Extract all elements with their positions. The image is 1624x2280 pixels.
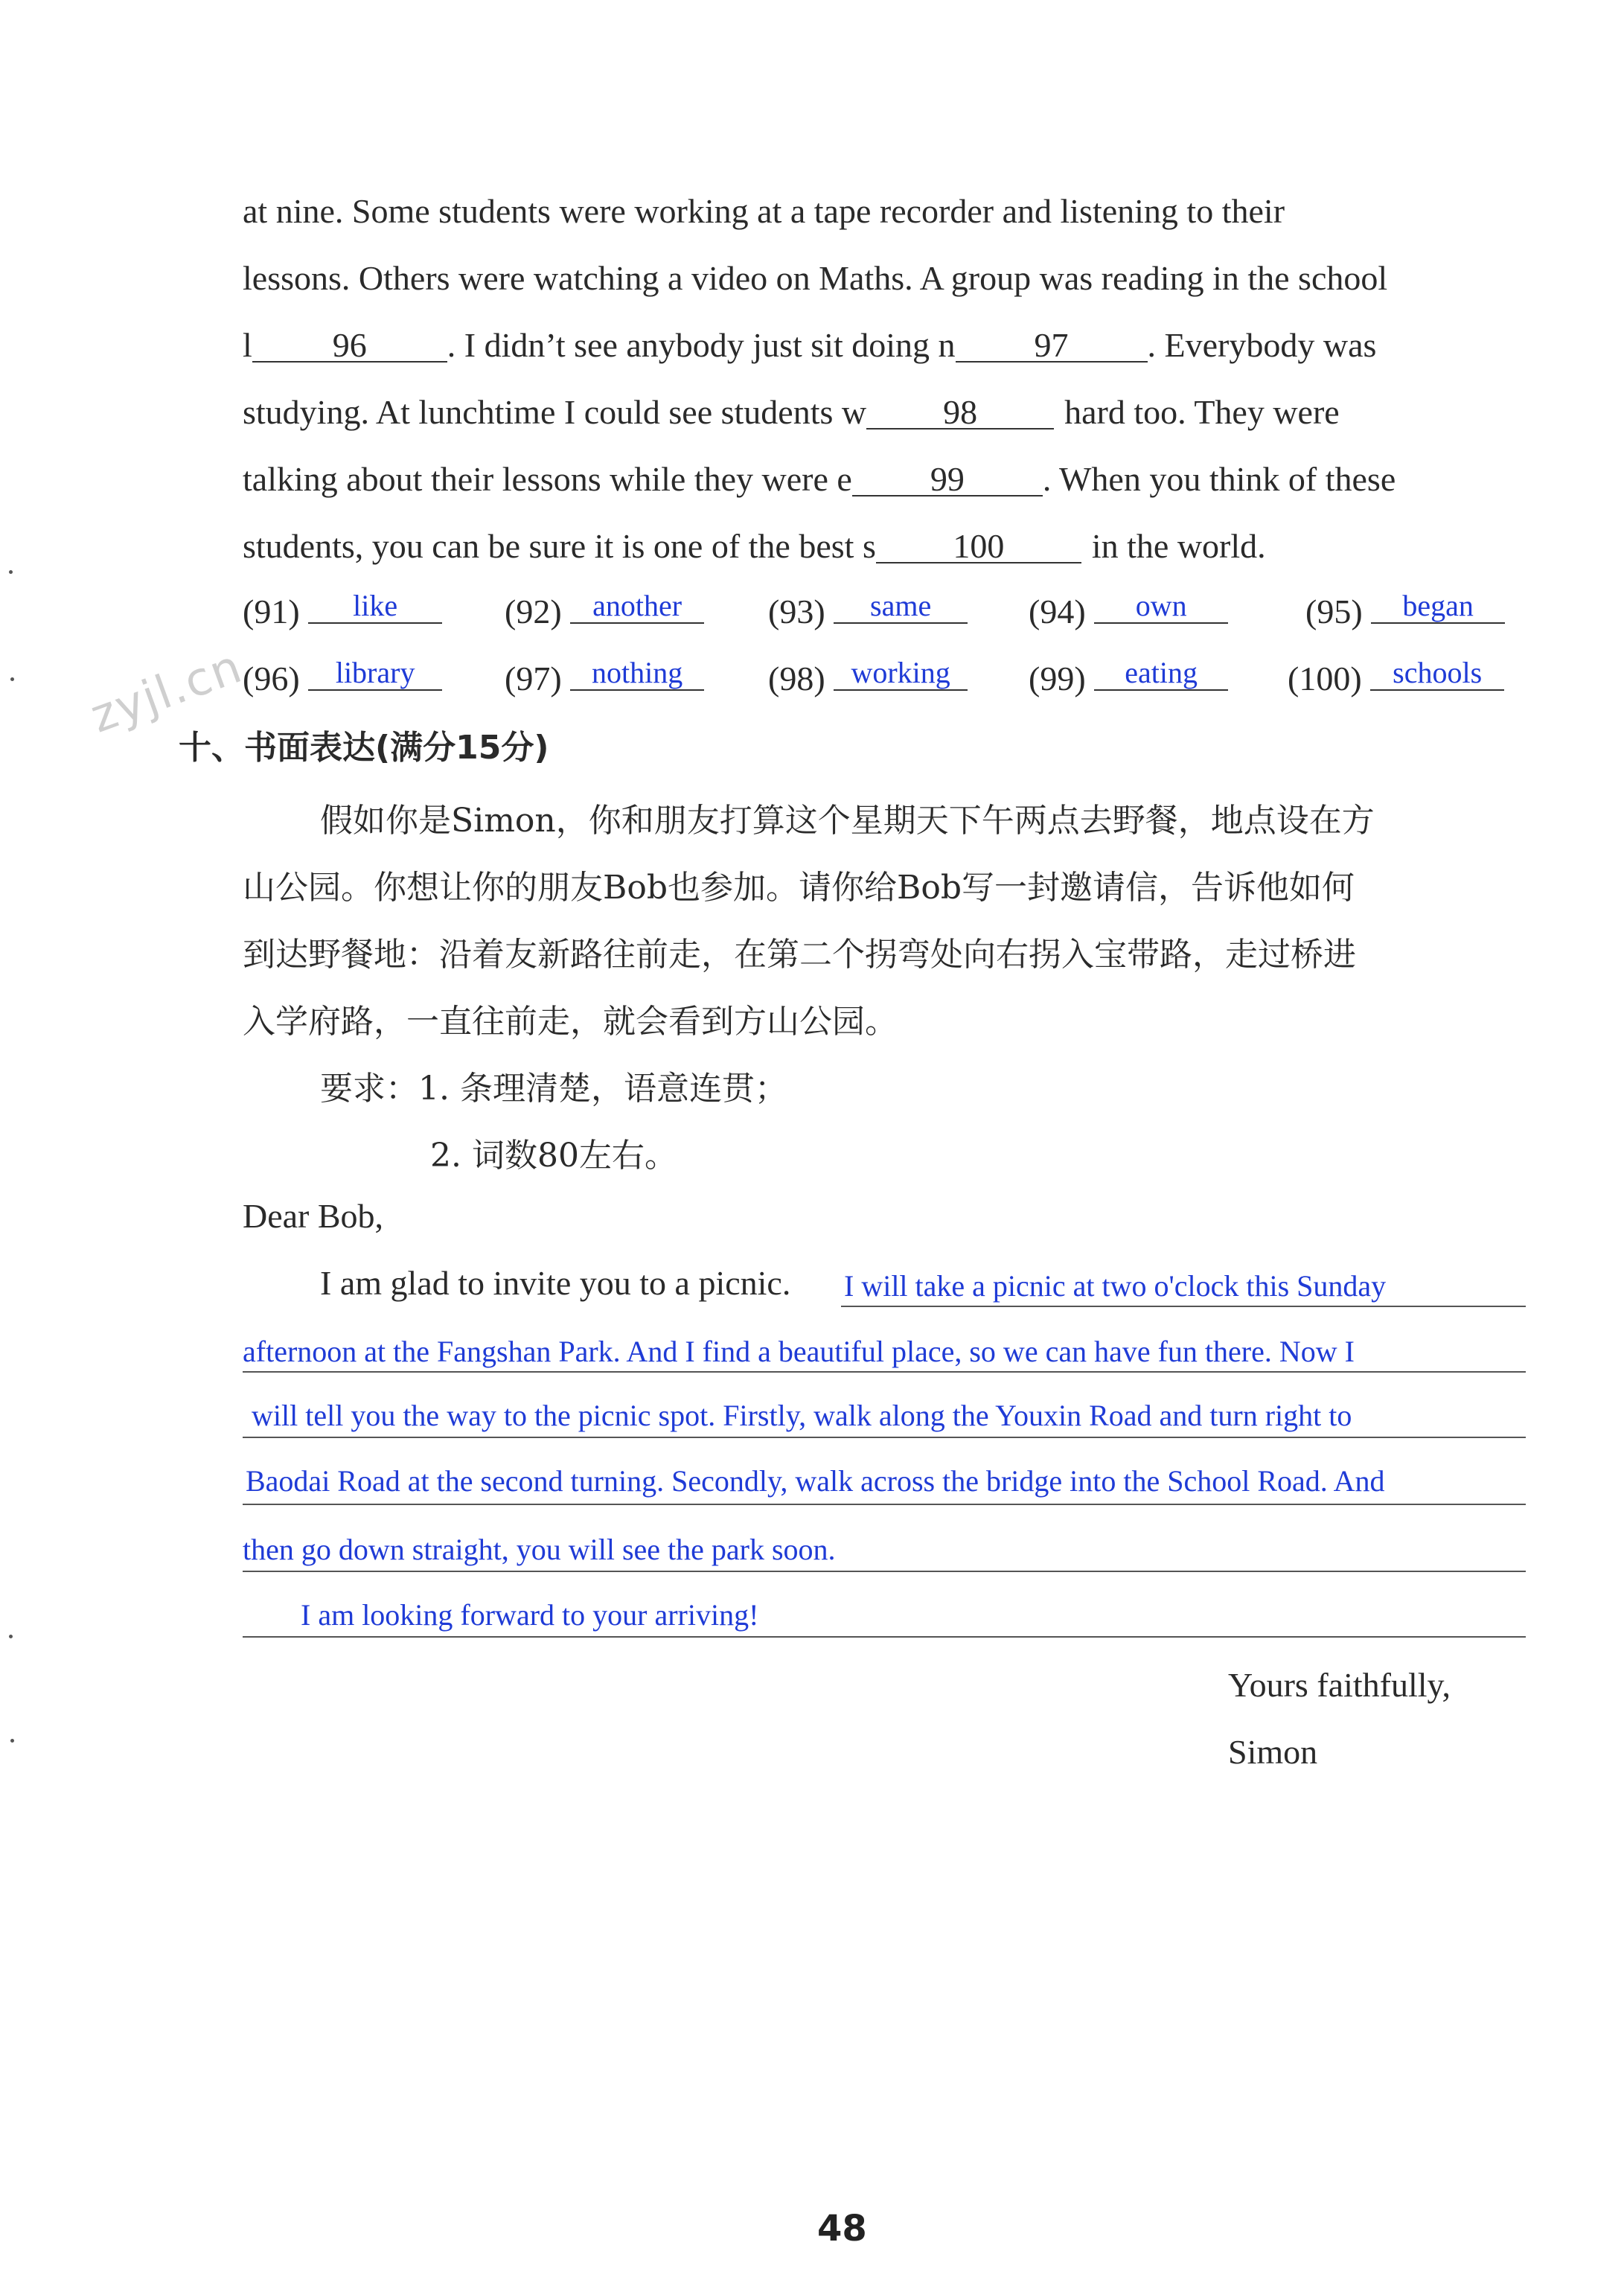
prompt-line-4: 入学府路，一直往前走，就会看到方山公园。 bbox=[243, 1003, 898, 1041]
answer-100 bbox=[1288, 657, 1504, 698]
prompt-line-2: 山公园。你想让你的朋友Bob也参加。请你给Bob写一封邀请信，告诉他如何 bbox=[243, 869, 1355, 907]
passage-line-4 bbox=[243, 393, 1340, 432]
answer-93 bbox=[768, 590, 968, 631]
scan-mark bbox=[10, 677, 14, 681]
answer-word: eating bbox=[1094, 657, 1228, 691]
answer-96 bbox=[243, 657, 442, 698]
letter-opening: I am glad to invite you to a picnic. bbox=[320, 1264, 791, 1302]
answer-number: (95) bbox=[1305, 593, 1363, 630]
answer-number: (97) bbox=[505, 660, 562, 697]
answer-99 bbox=[1029, 657, 1228, 698]
passage-text: in the world. bbox=[1091, 527, 1266, 565]
passage-text: studying. At lunchtime I could see students w bbox=[243, 393, 867, 431]
answer-word: began bbox=[1371, 590, 1505, 624]
writing-line bbox=[243, 1636, 1526, 1638]
handwriting-line-6: I am looking forward to your arriving! bbox=[301, 1598, 759, 1632]
answer-number: (96) bbox=[243, 660, 300, 697]
requirement-1: 要求：1. 条理清楚，语意连贯； bbox=[320, 1070, 787, 1108]
answer-word: another bbox=[570, 590, 704, 624]
handwriting-line-4: Baodai Road at the second turning. Secondly, walk across the bridge into the School Road. And bbox=[246, 1464, 1385, 1498]
passage-text: talking about their lessons while they were e bbox=[243, 460, 852, 498]
passage-text: students, you can be sure it is one of the best s bbox=[243, 527, 876, 565]
blank-96: 96 bbox=[252, 327, 447, 363]
answer-number: (98) bbox=[768, 660, 825, 697]
answer-97 bbox=[505, 657, 704, 698]
letter-closing: Yours faithfully, bbox=[1228, 1666, 1451, 1704]
passage-text: . When you think of these bbox=[1042, 460, 1396, 498]
passage-line-6 bbox=[243, 527, 1266, 566]
letter-signature: Simon bbox=[1228, 1733, 1318, 1771]
section-title: 十、书面表达(满分15分) bbox=[179, 729, 549, 767]
blank-99: 99 bbox=[852, 461, 1043, 496]
blank-97: 97 bbox=[956, 327, 1148, 363]
scan-mark bbox=[10, 1739, 14, 1743]
answer-word: schools bbox=[1370, 657, 1504, 691]
answer-word: nothing bbox=[570, 657, 704, 691]
writing-line bbox=[243, 1571, 1526, 1572]
passage-line-5 bbox=[243, 460, 1396, 499]
answer-number: (99) bbox=[1029, 660, 1086, 697]
answer-word: own bbox=[1094, 590, 1228, 624]
blank-100: 100 bbox=[876, 528, 1081, 563]
prompt-line-1: 假如你是Simon，你和朋友打算这个星期天下午两点去野餐，地点设在方 bbox=[320, 802, 1375, 840]
answer-number: (94) bbox=[1029, 593, 1086, 630]
answer-95 bbox=[1305, 590, 1505, 631]
requirement-2: 2. 词数80左右。 bbox=[430, 1137, 677, 1175]
answer-word: working bbox=[834, 657, 968, 691]
answer-94 bbox=[1029, 590, 1228, 631]
answer-98 bbox=[768, 657, 968, 698]
writing-line bbox=[243, 1437, 1526, 1438]
handwriting-line-2: afternoon at the Fangshan Park. And I find a beautiful place, so we can have fun there. Now I bbox=[243, 1335, 1355, 1368]
watermark: zyjl.cn bbox=[83, 638, 250, 744]
answer-number: (92) bbox=[505, 593, 562, 630]
page-number: 48 bbox=[817, 2208, 867, 2249]
answer-number: (93) bbox=[768, 593, 825, 630]
writing-line bbox=[243, 1504, 1526, 1505]
handwriting-line-5: then go down straight, you will see the park soon. bbox=[243, 1533, 836, 1566]
passage-line-3 bbox=[243, 326, 1376, 365]
scan-mark bbox=[9, 570, 13, 574]
letter-greeting: Dear Bob, bbox=[243, 1197, 384, 1235]
blank-98: 98 bbox=[866, 394, 1054, 430]
answer-number: (91) bbox=[243, 593, 300, 630]
answer-word: same bbox=[834, 590, 968, 624]
passage-text: hard too. They were bbox=[1064, 393, 1340, 431]
scan-mark bbox=[9, 1635, 13, 1638]
writing-line bbox=[243, 1371, 1526, 1373]
answer-92 bbox=[505, 590, 704, 631]
handwriting-line-3: will tell you the way to the picnic spot. Firstly, walk along the Youxin Road and turn right to bbox=[252, 1399, 1352, 1432]
writing-line bbox=[841, 1306, 1526, 1307]
answer-number: (100) bbox=[1288, 660, 1362, 697]
passage-line-1: at nine. Some students were working at a tape recorder and listening to their bbox=[243, 192, 1285, 230]
handwriting-line-1: I will take a picnic at two o'clock this Sunday bbox=[844, 1269, 1387, 1303]
passage-line-2: lessons. Others were watching a video on Maths. A group was reading in the school bbox=[243, 259, 1388, 297]
passage-text: . Everybody was bbox=[1147, 326, 1377, 364]
prompt-line-3: 到达野餐地：沿着友新路往前走，在第二个拐弯处向右拐入宝带路，走过桥进 bbox=[243, 936, 1356, 974]
passage-text: . I didn’t see anybody just sit doing n bbox=[447, 326, 956, 364]
answer-word: like bbox=[308, 590, 442, 624]
answer-91 bbox=[243, 590, 442, 631]
answer-word: library bbox=[308, 657, 442, 691]
passage-text: l bbox=[243, 326, 252, 364]
